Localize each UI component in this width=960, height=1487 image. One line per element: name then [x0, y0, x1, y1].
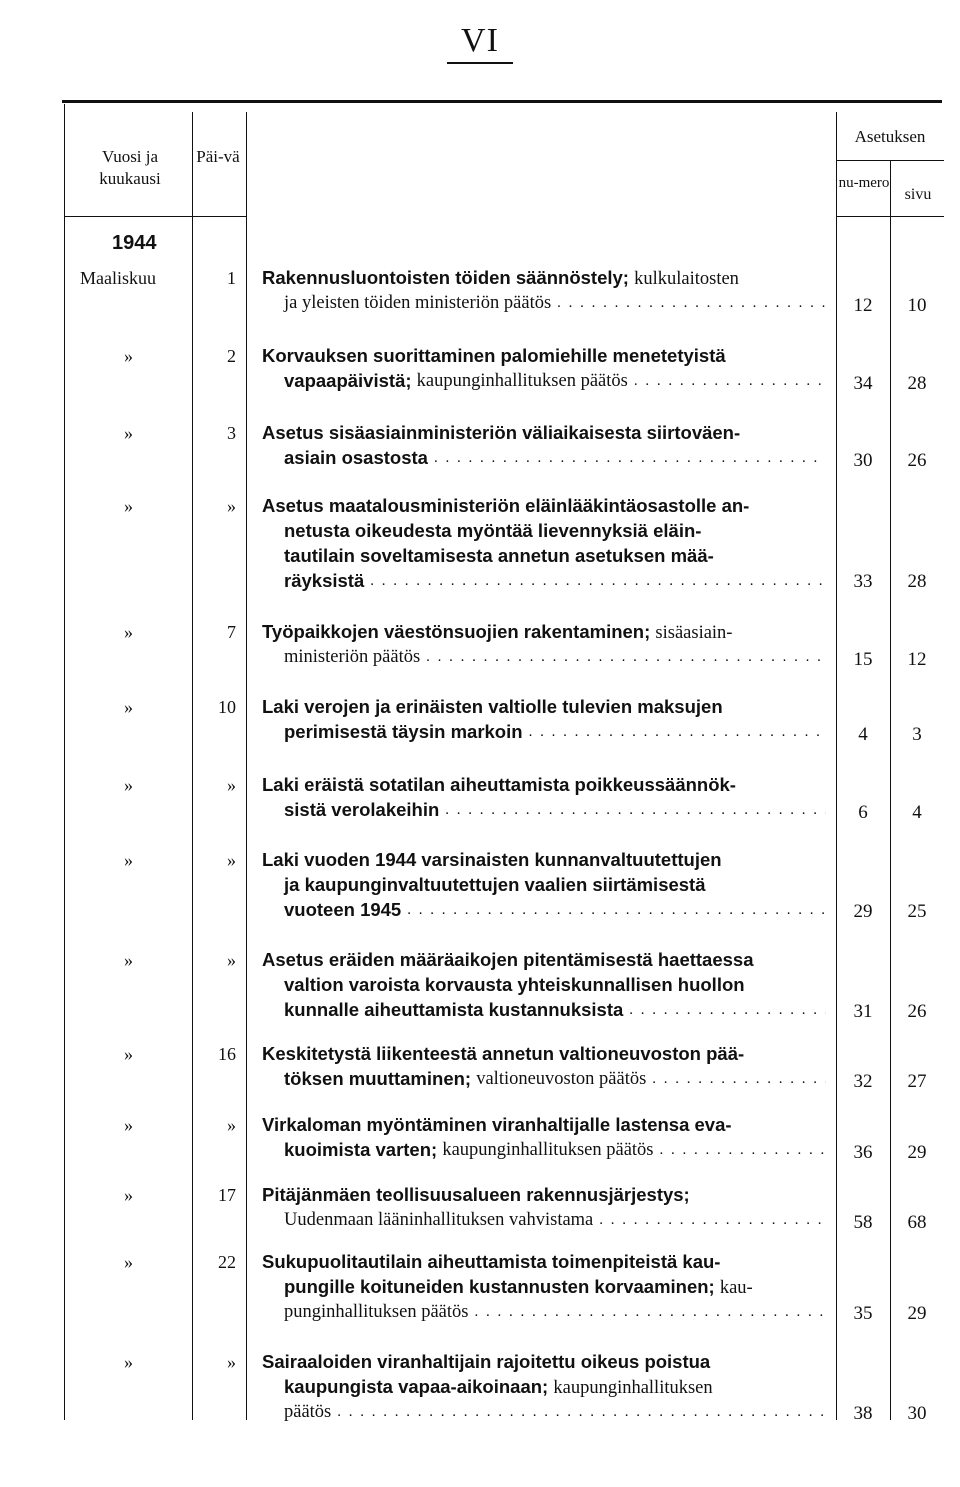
- column-divider-text: [836, 112, 837, 1420]
- decree-page: 4: [912, 802, 922, 823]
- entry-day: 2: [227, 346, 236, 366]
- dot-leader: [474, 1300, 826, 1324]
- entry-line: Uudenmaan lääninhallituksen vahvistama . . .: [262, 1208, 826, 1232]
- decree-page: 26: [907, 450, 927, 471]
- entry-day: 17: [218, 1185, 236, 1205]
- entry-day: »: [227, 1115, 236, 1135]
- entry-month: »: [124, 950, 133, 970]
- entry-day: 10: [218, 697, 236, 717]
- entry-line: sistä verolakeihin . . .: [262, 798, 826, 822]
- left-border: [64, 104, 65, 1420]
- entry-day: 16: [218, 1044, 236, 1064]
- decree-page: 29: [907, 1303, 927, 1324]
- entry-title: [262, 695, 826, 744]
- entry-title: [262, 1113, 826, 1162]
- decree-number: 15: [853, 649, 873, 670]
- decree-number: 32: [853, 1071, 873, 1092]
- decree-number: 30: [853, 450, 873, 471]
- decree-page: 3: [912, 724, 922, 745]
- decree-page: 25: [907, 901, 927, 922]
- entry-title: [262, 773, 826, 822]
- entry-line: töksen muuttaminen; valtioneuvoston päätös . . .: [262, 1067, 826, 1091]
- entry-line: pungille koituneiden kustannusten korvaaminen; kau-: [284, 1276, 753, 1298]
- entry-day: 22: [218, 1252, 236, 1272]
- entry-line: Korvauksen suorittaminen palomiehille menetetyistä: [262, 345, 726, 366]
- entry-line: päätös . . .: [262, 1400, 826, 1424]
- page-number: VI: [0, 22, 960, 64]
- dot-leader: [370, 569, 826, 593]
- entry-line: Sairaaloiden viranhaltijain rajoitettu oikeus poistua: [262, 1351, 711, 1372]
- entry-line: Laki vuoden 1944 varsinaisten kunnanvaltuutettujen: [262, 849, 722, 870]
- entry-line: netusta oikeudesta myöntää lievennyksiä eläin-: [284, 520, 702, 541]
- dot-leader: [599, 1208, 826, 1232]
- entry-line: Laki verojen ja erinäisten valtiolle tulevien maksujen: [262, 696, 723, 717]
- entry-title: [262, 848, 826, 922]
- entry-line: ja kaupunginvaltuutettujen vaalien siirtämisestä: [284, 874, 706, 895]
- entry-month: »: [124, 423, 133, 443]
- decree-page: 30: [907, 1403, 927, 1424]
- decree-number: 35: [853, 1303, 873, 1324]
- decree-number: 31: [853, 1001, 873, 1022]
- decree-number: 6: [858, 802, 868, 823]
- entry-day: »: [227, 850, 236, 870]
- entry-month: »: [124, 697, 133, 717]
- dot-leader: [445, 798, 826, 822]
- entry-title: [262, 620, 826, 669]
- dot-leader: [426, 645, 826, 669]
- entry-line: tautilain soveltamisesta annetun asetuksen mää-: [284, 545, 714, 566]
- entry-month: »: [124, 346, 133, 366]
- header-day: Päi-vä: [196, 147, 240, 166]
- dot-leader: [629, 998, 826, 1022]
- entry-month: »: [124, 496, 133, 516]
- entry-title: [262, 1350, 826, 1424]
- header-year-month: Vuosi ja kuukausi: [99, 147, 161, 188]
- decree-page: 28: [907, 373, 927, 394]
- entry-line: kunnalle aiheuttamista kustannuksista . . .: [262, 998, 826, 1022]
- entry-day: 1: [227, 268, 236, 288]
- header-page: sivu: [904, 186, 932, 203]
- decree-page: 10: [907, 295, 927, 316]
- decree-number: 38: [853, 1403, 873, 1424]
- entry-day: »: [227, 775, 236, 795]
- entry-month: »: [124, 1252, 133, 1272]
- dot-leader: [407, 898, 826, 922]
- entry-title: [262, 344, 826, 393]
- entry-month: »: [124, 622, 133, 642]
- entry-line: Rakennusluontoisten töiden säännöstely; kulkulaitosten: [262, 267, 739, 289]
- entry-line: Asetus sisäasiainministeriön väliaikaisesta siirtoväen-: [262, 422, 741, 443]
- entry-line: kuoimista varten; kaupunginhallituksen päätös . . .: [262, 1138, 826, 1162]
- entry-month: Maaliskuu: [80, 268, 156, 288]
- header-bottom-rule-right: [836, 216, 944, 217]
- entry-day: 7: [227, 622, 236, 642]
- entry-line: valtion varoista korvausta yhteiskunnallisen huollon: [284, 974, 745, 995]
- header-number: nu-mero: [838, 175, 890, 191]
- entry-line: Sukupuolitautilain aiheuttamista toimenpiteistä kau-: [262, 1251, 721, 1272]
- header-split-rule: [836, 160, 944, 161]
- header-bottom-rule-left: [64, 216, 246, 217]
- dot-leader: [337, 1400, 826, 1424]
- header-decree: Asetuksen: [854, 127, 926, 146]
- decree-page: 68: [907, 1212, 927, 1233]
- entry-month: »: [124, 850, 133, 870]
- decree-page: 29: [907, 1142, 927, 1163]
- entry-line: punginhallituksen päätös . . .: [262, 1300, 826, 1324]
- entry-month: »: [124, 1115, 133, 1135]
- decree-number: 12: [853, 295, 873, 316]
- entry-line: Työpaikkojen väestönsuojien rakentaminen; sisäasiain-: [262, 621, 733, 643]
- entry-day: »: [227, 496, 236, 516]
- entry-line: ja yleisten töiden ministeriön päätös . . .: [262, 291, 826, 315]
- entry-month: »: [124, 775, 133, 795]
- entry-day: »: [227, 1352, 236, 1372]
- entry-title: [262, 1250, 826, 1324]
- entry-month: »: [124, 1352, 133, 1372]
- decree-number: 4: [858, 724, 868, 745]
- decree-page: 12: [907, 649, 927, 670]
- entry-day: 3: [227, 423, 236, 443]
- header-top-rule: [62, 100, 942, 103]
- entry-line: Laki eräistä sotatilan aiheuttamista poikkeussäännök-: [262, 774, 736, 795]
- dot-leader: [529, 720, 826, 744]
- dot-leader: [634, 369, 826, 393]
- entry-line: räyksistä . . .: [262, 569, 826, 593]
- decree-page: 27: [907, 1071, 927, 1092]
- decree-page: 28: [907, 571, 927, 592]
- entry-title: [262, 266, 826, 315]
- entry-line: Asetus eräiden määräaikojen pitentämisestä haettaessa: [262, 949, 754, 970]
- entry-line: Virkaloman myöntäminen viranhaltijalle lastensa eva-: [262, 1114, 732, 1135]
- entry-line: Keskitetystä liikenteestä annetun valtioneuvoston pää-: [262, 1043, 745, 1064]
- entry-line: ministeriön päätös . . .: [262, 645, 826, 669]
- entry-title: [262, 1042, 826, 1091]
- decree-number: 33: [853, 571, 873, 592]
- column-divider-month: [192, 112, 193, 1420]
- year-label: 1944: [112, 232, 157, 254]
- dot-leader: [652, 1067, 826, 1091]
- entry-line: vuoteen 1945 . . .: [262, 898, 826, 922]
- entry-line: asiain osastosta . . .: [262, 446, 826, 470]
- entry-title: [262, 421, 826, 470]
- decree-number: 29: [853, 901, 873, 922]
- entry-month: »: [124, 1185, 133, 1205]
- entry-title: [262, 494, 826, 593]
- decree-number: 58: [853, 1212, 873, 1233]
- entry-day: »: [227, 950, 236, 970]
- entry-title: [262, 948, 826, 1022]
- column-divider-day: [246, 112, 247, 1420]
- dot-leader: [434, 446, 826, 470]
- entry-line: Asetus maatalousministeriön eläinlääkintäosastolle an-: [262, 495, 750, 516]
- dot-leader: [660, 1138, 827, 1162]
- decree-number: 36: [853, 1142, 873, 1163]
- entry-line: kaupungista vapaa-aikoinaan; kaupunginhallituksen: [284, 1376, 713, 1398]
- decree-page: 26: [907, 1001, 927, 1022]
- entry-line: Pitäjänmäen teollisuusalueen rakennusjärjestys;: [262, 1184, 690, 1205]
- decree-number: 34: [853, 373, 873, 394]
- entry-month: »: [124, 1044, 133, 1064]
- entry-line: perimisestä täysin markoin . . .: [262, 720, 826, 744]
- entry-title: [262, 1183, 826, 1232]
- entry-line: vapaapäivistä; kaupunginhallituksen päätös . . .: [262, 369, 826, 393]
- dot-leader: [557, 291, 826, 315]
